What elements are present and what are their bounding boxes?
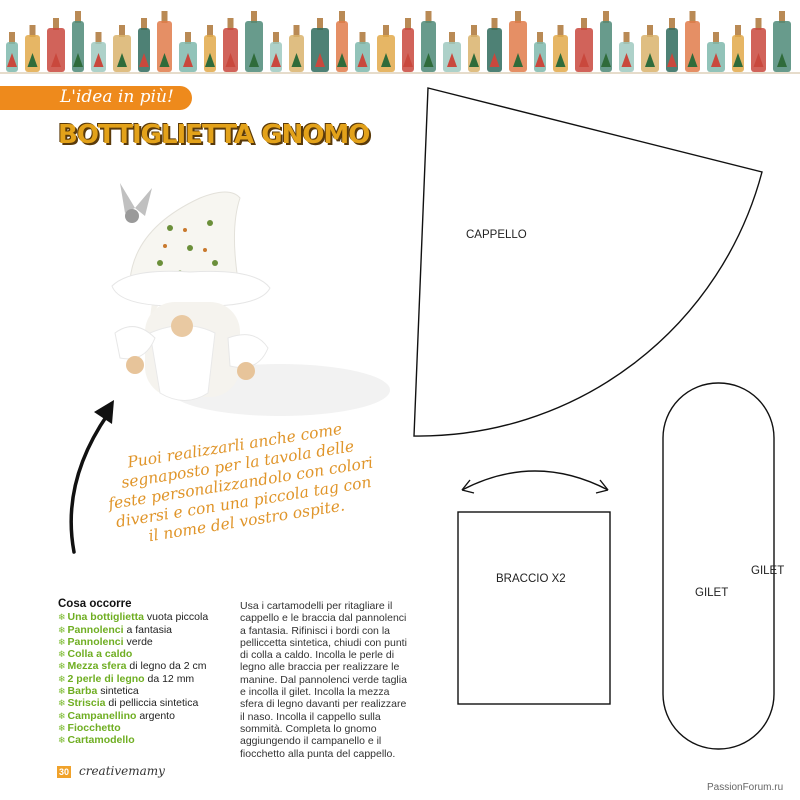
vest-label: GILET [695, 587, 729, 599]
snowflake-icon: ❄ [58, 698, 66, 709]
callout-note: Puoi realizzarli anche come segnaposto per la tavola delle feste personalizzandolo con colori diversi e con una piccola tag con il nome del vostro ospite. [107, 419, 375, 546]
supply-item: ❄ Pannolenci a fantasia [58, 623, 173, 636]
supply-item: ❄ Cartamodello [58, 734, 135, 747]
snowflake-icon: ❄ [58, 636, 66, 647]
double-arrow-icon [462, 471, 608, 490]
snowflake-icon: ❄ [58, 624, 66, 635]
hat-label: CAPPELLO [466, 229, 527, 241]
instructions-text: Usa i cartamodelli per ritagliare il cappello e le braccia dal pannolenci a fantasia. Rifinisci i bordi con la pelliccetta sintetica, chiudi con punti di colla a caldo. Incolla le perle di legno alle braccia per realizzare le manine. Dal pannolenci verde taglia e incolla il gilet. Incolla la mezza sfera di legno davanti per realizzare il naso. Incolla il cappello sulla sommità. Completa lo gnomo aggiungendo il campanello e il fiocchetto alla punta del cappello. [240, 600, 407, 760]
snowflake-icon: ❄ [58, 649, 66, 660]
supply-item: ❄ 2 perle di legno da 12 mm [58, 672, 195, 685]
supply-item: ❄ Barba sintetica [58, 685, 139, 698]
vest-label-secondary: GILET [751, 565, 785, 577]
supply-item: ❄ Pannolenci verde [58, 635, 153, 648]
snowflake-icon: ❄ [58, 710, 66, 721]
snowflake-icon: ❄ [58, 686, 66, 697]
section-tag-label: L'idea in più! [60, 87, 174, 107]
page-title: BOTTIGLIETTA GNOMO [58, 120, 370, 150]
supply-item: ❄ Striscia di pelliccia sintetica [58, 697, 199, 710]
supply-item: ❄ Colla a caldo [58, 648, 133, 661]
snowflake-icon: ❄ [58, 722, 66, 733]
arm-label: BRACCIO X2 [496, 573, 566, 585]
arm-pattern [458, 512, 610, 704]
brand-logo: creativemamy [79, 764, 165, 778]
supply-item: ❄ Mezza sfera di legno da 2 cm [58, 660, 207, 673]
supplies-heading: Cosa occorre [58, 598, 132, 610]
supply-item: ❄ Una bottiglietta vuota piccola [58, 611, 209, 624]
snowflake-icon: ❄ [58, 735, 66, 746]
page-number: 30 [58, 767, 69, 777]
supply-item: ❄ Fiocchetto [58, 721, 121, 734]
snowflake-icon: ❄ [58, 673, 66, 684]
snowflake-icon: ❄ [58, 661, 66, 672]
watermark: PassionForum.ru [707, 782, 784, 793]
snowflake-icon: ❄ [58, 612, 66, 623]
supply-item: ❄ Campanellino argento [58, 709, 175, 722]
